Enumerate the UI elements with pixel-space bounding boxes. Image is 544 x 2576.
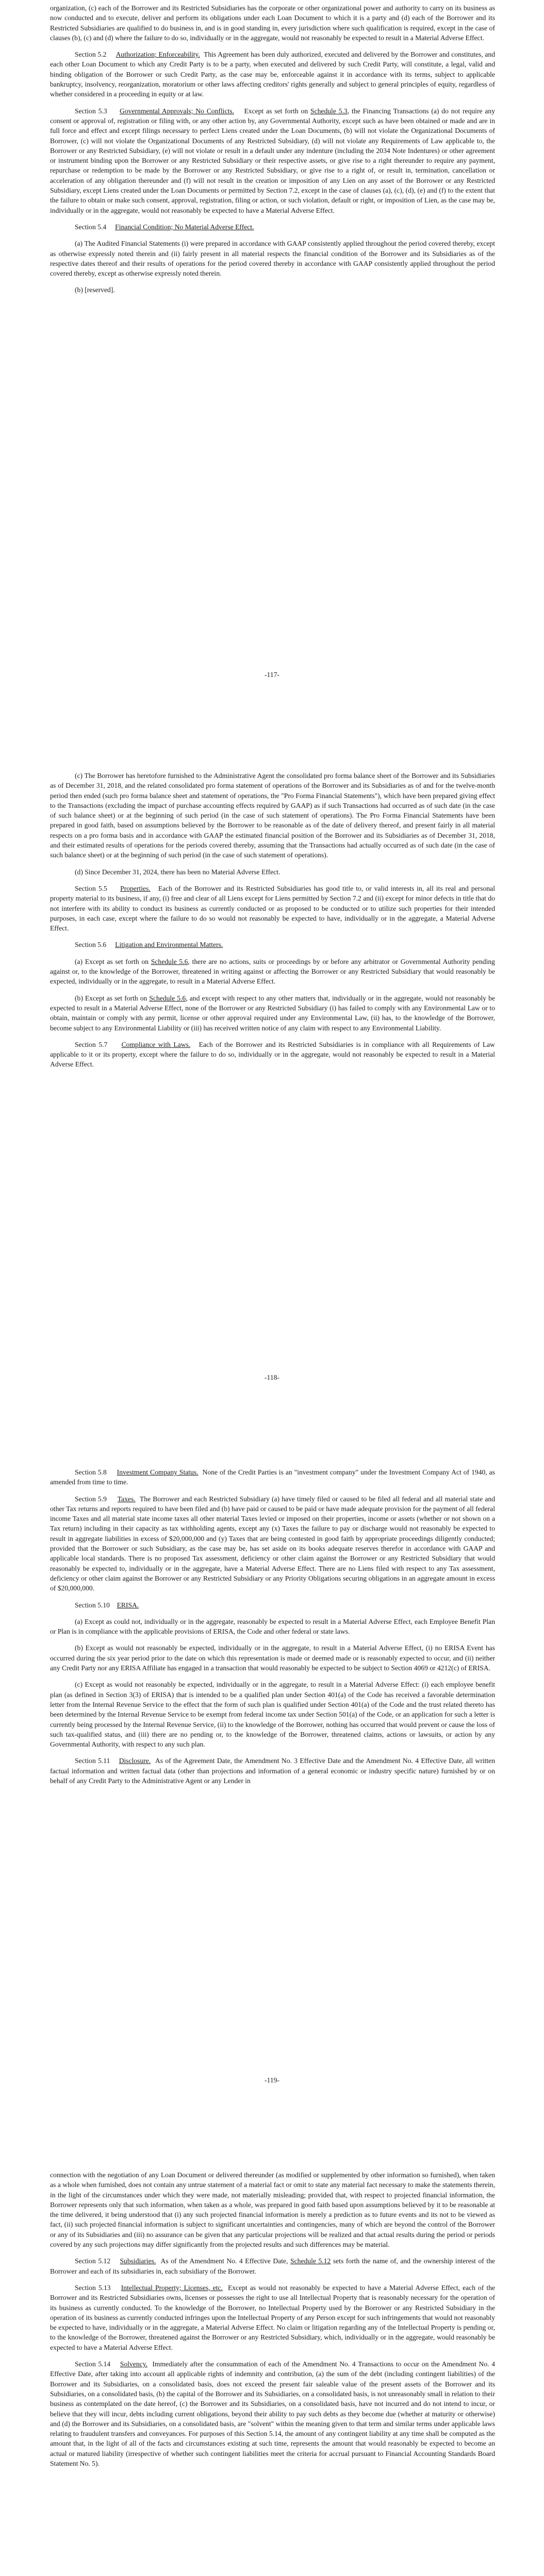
section-text: The Borrower and each Restricted Subsidiary (a) have timely filed or caused to be filed all federal and all material state and other Tax returns and reports required to have been filed and (b) have paid or caused to be paid or have made adequate provision for the payment of all federal income Taxes and all material state income taxes all other material Taxes levied or imposed on their properties, income or assets (whether or not shown on a Tax return) including in their capacity as tax withholding agents, except any (x) Taxes the failure to pay or discharge would not reasonably be expected to result in aggregate liabilities in excess of $20,000,000 and (y) Taxes that are being contested in good faith by appropriate proceedings diligently conducted; provided that the Borrower or such Subsidiary, as the case may be, has set aside on its books adequate reserves therefor in accordance with GAAP and applicable local standards. There is no proposed Tax assessment, deficiency or other claim against the Borrower or any Restricted Subsidiary that would reasonably be expected to, individually or in the aggregate, have a Material Adverse Effect. There are no Liens filed with respect to any Tax assessment, deficiency or other claim against the Borrower or any Restricted Subsidiary or any Priority Obligations securing obligations in an aggregate amount in excess of $20,000,000.: [50, 1495, 496, 1592]
schedule-reference: Schedule 5.12: [290, 2257, 331, 2265]
section-title: Subsidiaries.: [120, 2257, 156, 2265]
section-paragraph: [50, 2359, 495, 2468]
section-paragraph: [50, 1467, 495, 1487]
section-text: sets forth the name of, and the ownership interest of the Borrower and each of its subsidiaries in, each subsidiary of the Borrower.: [50, 2257, 496, 2275]
section-title: ERISA.: [117, 1601, 139, 1609]
section-title: Compliance with Laws.: [121, 1040, 191, 1048]
section-heading: [50, 1600, 495, 1610]
section-paragraph: [50, 1494, 495, 1594]
section-title: Litigation and Environmental Matters.: [115, 941, 223, 949]
paragraph: organization, (c) each of the Borrower and its Restricted Subsidiaries has the corporate or other organizational power and authority to carry on its business as now conducted and to execute, deliver and perform its obligations under each Loan Document to which it is a party and (d) each of the Borrower and its Restricted Subsidiaries are qualified to do business in, and is in good standing in, every jurisdiction where such qualification is required, except in the case of clauses (b), (c) and (d) where the failure to do so, individually or in the aggregate, would not reasonably be expected to result in a Material Adverse Effect.: [50, 4, 495, 42]
subsection-paragraph: (c) The Borrower has heretofore furnished to the Administrative Agent the consolidated pro forma balance sheet of the Borrower and its Subsidiaries as of December 31, 2018, and the related consolidated pro forma statement of operations of the Borrower and its Subsidiaries as of and for the twelve-month period then ended (such pro forma balance sheet and statement of operations, the "Pro Forma Financial Statements"), which have been prepared giving effect to the Transactions (excluding the impact of purchase accounting effects required by GAAP) as if such Transactions had occurred as of such date (in the case of such balance sheet) or at the beginning of such period (in the case of such statement of operations). The Pro Forma Financial Statements have been prepared in good faith, based on assumptions believed by the Borrower to be reasonable as of the date of delivery thereof, and present fairly in all material respects on a pro forma basis and in accordance with GAAP the estimated financial position of the Borrower and its Subsidiaries as of December 31, 2018, and their estimated results of operations for the periods covered thereby, assuming that the Transactions had actually occurred as of such date (in the case of such balance sheet) or at the beginning of such period (in the case of such statement of operations).: [50, 772, 495, 859]
section-text-pre: As of the Amendment No. 4 Effective Date,: [160, 2257, 291, 2265]
subsection-text-pre: (b) Except as set forth on: [75, 994, 150, 1002]
section-paragraph: [50, 49, 495, 99]
section-number: Section 5.4: [75, 223, 107, 231]
paragraph: connection with the negotiation of any Loan Document or delivered thereunder (as modified or supplemented by other information so furnished), when taken as a whole when furnished, does not contain any untrue statement of a material fact or omit to state any material fact necessary to make the statements therein, in the light of the circumstances under which they were made, not materially misleading; provided that, with respect to projected financial information, the Borrower represents only that such information, when taken as a whole, was prepared in good faith based upon assumptions believed by it to be reasonable at the time delivered, it being understood that (i) any such projected financial information is merely a prediction as to future events and its not to be viewed as fact, (ii) such projected financial information is subject to significant uncertainties and contingencies, many of which are beyond the control of the Borrower or any of its Subsidiaries and (iii) no assurance can be given that any particular projections will be realized and that actual results during the period or periods covered by any such projections may differ significantly from the projected results and such differences may be material.: [50, 2171, 495, 2249]
page-body: [50, 1413, 495, 1786]
section-title: Disclosure.: [119, 1757, 151, 1765]
section-title: Properties.: [120, 884, 151, 892]
section-number: Section 5.9: [75, 1495, 107, 1503]
section-number: Section 5.6: [75, 941, 107, 949]
section-paragraph: [50, 1040, 495, 1070]
section-text: As of the Agreement Date, the Amendment No. 3 Effective Date and the Amendment No. 4 Effective Date, all written factual information and written factual data (other than projections and information of a general economic or industry specific nature) furnished by or on behalf of any Credit Party to the Administrative Agent or any Lender in: [50, 1757, 496, 1785]
page-body: [50, 2115, 495, 2468]
schedule-reference: Schedule 5.3: [310, 107, 348, 115]
subsection-text-pre: (a) Except as set forth on: [75, 957, 151, 965]
subsection-paragraph: (a) The Audited Financial Statements (i) were prepared in accordance with GAAP consistently applied throughout the period covered thereby, except as otherwise expressly noted therein and (ii) fairly present in all material respects the financial condition of the Borrower and its Subsidiaries as of the respective dates thereof and their results of operations for the period covered thereby in accordance with GAAP consistently applied throughout the period covered thereby, except as otherwise expressly noted therein.: [50, 240, 495, 278]
document-page: [0, 710, 544, 1413]
section-text-pre: Except as set forth on: [244, 107, 311, 115]
subsection-paragraph: [50, 993, 495, 1033]
page-number: -117-: [265, 671, 279, 679]
section-heading: [50, 222, 495, 232]
section-text: Except as would not reasonably be expected to have a Material Adverse Effect, each of the Borrower and its Restricted Subsidiaries owns, licenses or possesses the right to use all Intellectual Property that is reasonably necessary for the operation of its business as currently conducted. To the knowledge of the Borrower, no Intellectual Property used by the Borrower or any Restricted Subsidiary in the operation of its business as currently conducted infringes upon the Intellectual Property of any Person except for such infringements that would not reasonably be expected to have, individually or in the aggregate, a Material Adverse Effect. No claim or litigation regarding any of the Intellectual Property is pending or, to the knowledge of the Borrower, threatened against the Borrower or any Restricted Subsidiary, which, individually or in the aggregate, would reasonably be expected to have a Material Adverse Effect.: [50, 2283, 496, 2351]
section-title: Investment Company Status.: [117, 1468, 199, 1476]
schedule-reference: Schedule 5.6: [149, 994, 186, 1002]
section-number: Section 5.2: [75, 50, 107, 59]
section-paragraph: [50, 2283, 495, 2352]
section-title: Authorization; Enforceability.: [116, 50, 200, 59]
section-text: This Agreement has been duly authorized, executed and delivered by the Borrower and constitutes, and each other Loan Document to which any Credit Party is to be a party, when executed and delivered by such Credit Party, will constitute, a legal, valid and binding obligation of the Borrower or such Credit Party, as the case may be, enforceable against it in accordance with its terms, subject to applicable bankruptcy, insolvency, reorganization, moratorium or other laws affecting creditors' rights generally and subject to general principles of equity, regardless of whether considered in a proceeding in equity or at law.: [50, 50, 495, 98]
section-number: Section 5.12: [75, 2257, 111, 2265]
section-title: Solvency.: [120, 2360, 148, 2368]
subsection-text: , there are no actions, suits or proceedings by or before any arbitrator or Governmental Authority pending against or, to the knowledge of the Borrower, threatened in writing against or affecting the Borrower or any Restricted Subsidiary that would reasonably be expected, individually or in the aggregate, to result in a Material Adverse Effect.: [50, 957, 495, 986]
section-text: None of the Credit Parties is an "investment company" under the Investment Company Act of 1940, as amended from time to time.: [50, 1468, 495, 1486]
section-number: Section 5.11: [75, 1757, 110, 1765]
page-number: -118-: [265, 1374, 279, 1381]
page-body: [50, 0, 495, 295]
section-number: Section 5.7: [75, 1040, 108, 1048]
subsection-paragraph: (b) [reserved].: [75, 286, 115, 294]
section-number: Section 5.8: [75, 1468, 107, 1476]
section-text: Each of the Borrower and its Restricted Subsidiaries is in compliance with all Requirements of Law applicable to it or its property, except where the failure to do so, individually or in the aggregate, would not reasonably be expected to result in a Material Adverse Effect.: [50, 1040, 495, 1069]
document-page: [0, 1413, 544, 2115]
section-number: Section 5.5: [75, 884, 107, 892]
subsection-paragraph: (b) Except as would not reasonably be expected, individually or in the aggregate, to result in a Material Adverse Effect, (i) no ERISA Event has occurred during the six year period prior to the date on which this representation is made or deemed made or is reasonably expected to occur, and (ii) neither any Credit Party nor any ERISA Affiliate has engaged in a transaction that would reasonably be expected to be subject to Section 4069 or 4212(c) of ERISA.: [50, 1644, 495, 1672]
subsection-paragraph: (c) Except as would not reasonably be expected, individually or in the aggregate, to result in a Material Adverse Effect: (i) each employee benefit plan (as defined in Section 3(3) of ERISA) that is intended to be a qualified plan under Section 401(a) of the Code has received a favorable determination letter from the Internal Revenue Service to the effect that the form of such plan is qualified under Section 401(a) of the Code and the trust related thereto has been determined by the Internal Revenue Service to be exempt from federal income tax under Section 501(a) of the Code, or an application for such a letter is currently being processed by the Internal Revenue Service, (ii) to the knowledge of the Borrower, nothing has occurred that would prevent or cause the loss of such tax-qualified status, and (iii) there are no pending or, to the knowledge of the Borrower, threatened claims, actions or lawsuits, or action by any Governmental Authority, with respect to any such plan.: [50, 1681, 495, 1749]
section-paragraph: [50, 1756, 495, 1786]
section-title: Intellectual Property; Licenses, etc.: [121, 2283, 223, 2292]
subsection-paragraph: (a) Except as could not, individually or in the aggregate, reasonably be expected to result in a Material Adverse Effect, each Employee Benefit Plan or Plan is in compliance with the applicable provisions of ERISA, the Code and other federal or state laws.: [50, 1617, 495, 1636]
document-page: [0, 2115, 544, 2576]
section-paragraph: [50, 106, 495, 215]
section-number: Section 5.3: [75, 107, 107, 115]
section-text: Each of the Borrower and its Restricted Subsidiaries has good title to, or valid interests in, all its real and personal property material to its business, if any, (i) free and clear of all Liens except for Liens permitted by Section 7.2 and (ii) except for minor defects in title that do not interfere with its ability to conduct its business as currently conducted or as proposed to be conducted or to utilize such properties for their intended purposes, in each case, except where the failure to do so would not reasonably be expected to have, individually or in the aggregate, a Material Adverse Effect.: [50, 884, 495, 933]
section-heading: [50, 940, 495, 950]
section-text: , the Financing Transactions (a) do not require any consent or approval of, registration or filing with, or any other action by, any Governmental Authority, except such as have been obtained or made and are in full force and effect and except filings necessary to perfect Liens created under the Loan Documents, (b) will not violate the Organizational Documents of Borrower, (c) will not violate the Organizational Documents of any Restricted Subsidiary, (d) will not violate any Requirements of Law applicable to, the Borrower or any Restricted Subsidiary, (e) will not violate or result in a default under any indenture (including the 2034 Note Indentures) or other agreement or instrument binding upon the Borrower or any Restricted Subsidiary or their respective assets, or give rise to a right thereunder to require any payment, repurchase or redemption to be made by the Borrower or any Restricted Subsidiary, or give rise to a right of, or result in, termination, cancellation or acceleration of any obligation thereunder and (f) will not result in the creation or imposition of any Lien on any asset of the Borrower or any Restricted Subsidiary, except Liens created under the Loan Documents or permitted by Section 7.2, except in the case of clauses (a), (c), (d), (e) and (f) to the extent that the failure to obtain or make such consent, approval, registration, filing or action, or such violation, default or right, or imposition of Lien, as the case may be, individually or in the aggregate, would not reasonably be expected to have a Material Adverse Effect.: [50, 107, 496, 214]
document-page: [0, 0, 544, 710]
section-title: Financial Condition; No Material Adverse Effect.: [115, 223, 254, 231]
subsection-paragraph: (d) Since December 31, 2024, there has been no Material Adverse Effect.: [75, 868, 281, 876]
section-title: Governmental Approvals; No Conflicts.: [120, 107, 234, 115]
subsection-text: , and except with respect to any other matters that, individually or in the aggregate, would not reasonably be expected to result in a Material Adverse Effect, none of the Borrower or any Restricted Subsidiary (i) has failed to comply with any Environmental Law or to obtain, maintain or comply with any permit, license or other approval required under any Environmental Law, (ii) has, to the knowledge of the Borrower, become subject to any Environmental Liability or (iii) has received written notice of any claim with respect to any Environmental Liability.: [50, 994, 495, 1032]
section-title: Taxes.: [117, 1495, 136, 1503]
section-paragraph: [50, 2256, 495, 2276]
section-number: Section 5.14: [75, 2360, 111, 2368]
schedule-reference: Schedule 5.6: [151, 957, 188, 965]
section-text: Immediately after the consummation of each of the Amendment No. 4 Transactions to occur on the Amendment No. 4 Effective Date, after taking into account all applicable rights of indemnity and contribution, (a) the sum of the debt (including contingent liabilities) of the Borrower and its Subsidiaries, on a consolidated basis, does not exceed the present fair saleable value of the present assets of the Borrower and its Subsidiaries, on a consolidated basis, (b) the capital of the Borrower and its Subsidiaries, on a consolidated basis, is not unreasonably small in relation to their business as contemplated on the date hereof, (c) the Borrower and its Subsidiaries, on a consolidated basis, have not incurred and do not intend to incur, or believe that they will incur, debts including current obligations, beyond their ability to pay such debts as they become due (whether at maturity or otherwise) and (d) the Borrower and its Subsidiaries, on a consolidated basis, are "solvent" within the meaning given to that term and similar terms under applicable laws relating to fraudulent transfers and conveyances. For purposes of this Section 5.14, the amount of any contingent liability at any time shall be computed as the amount that, in the light of all of the facts and circumstances existing at such time, represents the amount that would reasonably be expected to become an actual or matured liability (irrespective of whether such contingent liabilities meet the criteria for accrual pursuant to Financial Accounting Standards Board Statement No. 5).: [50, 2360, 496, 2468]
section-paragraph: [50, 884, 495, 933]
subsection-paragraph: [50, 957, 495, 987]
page-number: -119-: [265, 2076, 279, 2084]
section-number: Section 5.10: [75, 1601, 110, 1609]
page-body: [50, 710, 495, 1070]
section-number: Section 5.13: [75, 2283, 111, 2292]
